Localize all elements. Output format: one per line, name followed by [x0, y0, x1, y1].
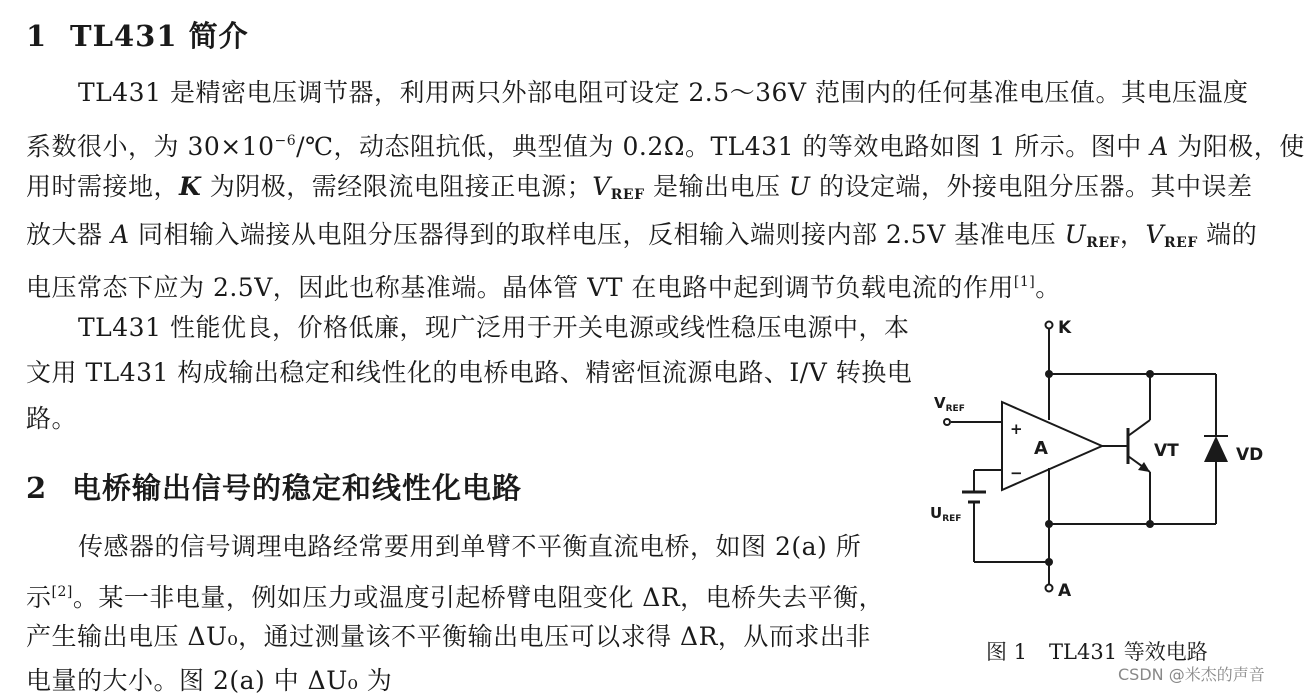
p2-line-1: TL431 性能优良，价格低廉，现广泛用于开关电源或线性稳压电源中，本 — [78, 313, 910, 342]
section-2-title: 电桥输出信号的稳定和线性化电路 — [72, 471, 523, 505]
p1-line-4: 放大器 A 同相输入端接从电阻分压器得到的取样电压，反相输入端则接内部 2.5V 基准电压 $U_{REF}$，$V_{REF}$ 端的 — [26, 220, 1258, 251]
p1-line-1: TL431 是精密电压调节器，利用两只外部电阻可设定 2.5～36V 范围内的任何基准电压值。其电压温度 — [78, 78, 1249, 107]
section-1-heading — [26, 14, 249, 55]
uref-label: $U_{REF}$ — [930, 504, 962, 524]
a-terminal — [1046, 585, 1053, 592]
tl431-equivalent-circuit — [922, 312, 1282, 602]
amp-label: A — [1034, 438, 1048, 459]
vt-label: VT — [1154, 441, 1179, 461]
a-node-label: A — [1058, 581, 1072, 601]
section-1-number: 1 — [26, 19, 48, 53]
section-2-number: 2 — [26, 471, 48, 505]
p3-line-4: 电量的大小。图 2(a) 中 ΔU₀ 为 — [26, 666, 393, 695]
p1-line-5: 电压常态下应为 2.5V，因此也称基准端。晶体管 VT 在电路中起到调节负载电流的作用[1]。 — [26, 273, 1061, 302]
p3-line-1: 传感器的信号调理电路经常要用到单臂不平衡直流电桥，如图 2(a) 所 — [78, 532, 862, 561]
k-label: K — [1058, 318, 1072, 338]
p1-line-3: 用时需接地，K 为阴极，需经限流电阻接正电源；$V_{REF}$ 是输出电压 U 的设定端，外接电阻分压器。其中误差 — [26, 172, 1253, 203]
p2-line-3: 路。 — [26, 404, 78, 433]
p2-line-2: 文用 TL431 构成输出稳定和线性化的电桥电路、精密恒流源电路、I/V 转换电 — [26, 358, 913, 387]
vd-label: VD — [1236, 445, 1264, 465]
section-1-title: TL431 简介 — [70, 19, 249, 53]
p3-line-2: 示[2]。某一非电量，例如压力或温度引起桥臂电阻变化 ΔR，电桥失去平衡， — [26, 583, 885, 612]
section-2-heading — [26, 466, 522, 507]
minus-sign: − — [1010, 464, 1023, 482]
vref-label: $V_{REF}$ — [934, 394, 965, 414]
plus-sign: + — [1010, 420, 1023, 438]
watermark: CSDN @米杰的声音 — [1118, 665, 1265, 684]
k-terminal — [1046, 322, 1053, 329]
figure-caption-text: TL431 等效电路 — [1049, 640, 1208, 664]
p3-line-3: 产生输出电压 ΔU₀，通过测量该不平衡输出电压可以求得 ΔR，从而求出非 — [26, 622, 871, 651]
p1-line-2: 系数很小，为 $30\times 10^{-6}/℃$，动态阻抗低，典型值为 0.2Ω。TL431 的等效电路如图 1 所示。图中 A 为阳极，使 — [26, 132, 1305, 161]
figure-caption-number: 图 1 — [986, 640, 1028, 664]
vref-terminal — [944, 419, 950, 425]
